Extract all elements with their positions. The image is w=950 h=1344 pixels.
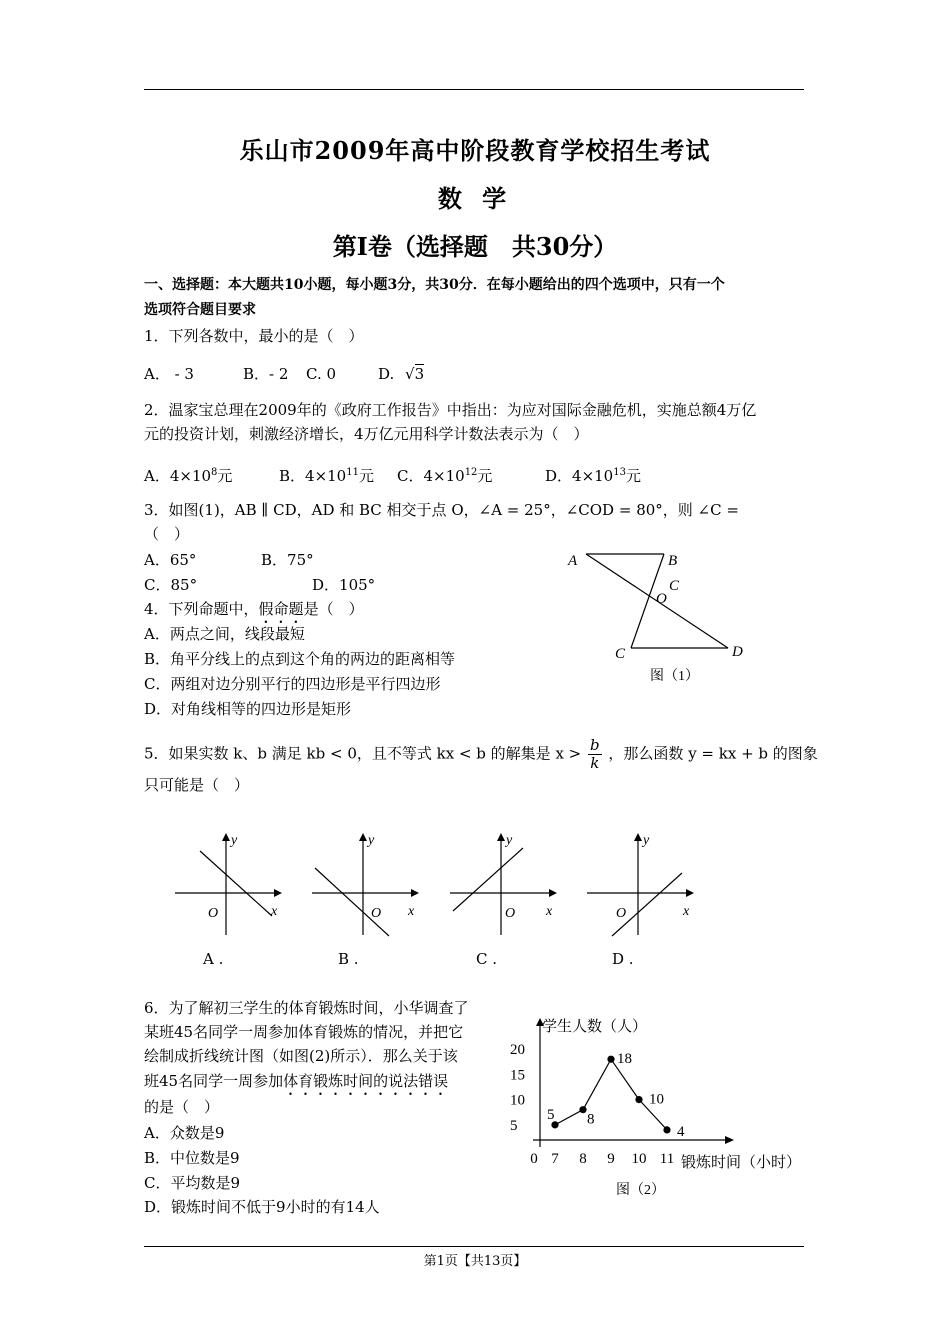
q3-option-c: C．85°: [144, 576, 198, 594]
exam-title: 乐山市2009年高中阶段教育学校招生考试: [239, 136, 711, 165]
q4-option-d: D．对角线相等的四边形是矩形: [144, 700, 352, 718]
y-arrow-icon: [634, 833, 642, 841]
graph-d-line: [612, 873, 682, 936]
subject-title: 数 学: [437, 184, 513, 213]
x-tick-label: 10: [631, 1151, 647, 1167]
y-tick-label: 10: [510, 1092, 525, 1109]
y-arrow-icon: [359, 833, 367, 841]
q4-stem: 4．下列命题中，假命题是（ ）: [144, 600, 364, 618]
point-b-label: B: [668, 553, 678, 569]
data-label: 8: [587, 1111, 595, 1128]
svg-text:O: O: [616, 906, 627, 921]
q1-option-c: C. 0: [306, 365, 337, 383]
graph-a-label: A .: [203, 950, 224, 968]
x-tick-label: 8: [579, 1151, 587, 1167]
q4-option-b: B．角平分线上的点到这个角的两边的距离相等: [144, 650, 456, 668]
svg-text:x: x: [408, 904, 415, 919]
x-arrow-icon: [686, 889, 694, 897]
graph-c-line: [453, 848, 523, 911]
x-axis-arrow-icon: [725, 1136, 734, 1144]
svg-text:O: O: [505, 906, 516, 921]
svg-text:x: x: [546, 904, 553, 919]
graph-c: [445, 828, 565, 940]
bottom-rule: [144, 1246, 804, 1247]
q3-option-b: B．75°: [261, 551, 314, 569]
svg-text:x: x: [271, 904, 278, 919]
x-tick-label: 9: [607, 1151, 615, 1167]
q6-option-b: B．中位数是9: [144, 1149, 240, 1167]
figure-2-line-chart: [500, 1010, 815, 1205]
y-arrow-icon: [497, 833, 505, 841]
data-point: [607, 1056, 614, 1063]
x-tick-label: 11: [659, 1151, 675, 1167]
fraction-b-over-k: $\frac{b}{k}$: [590, 736, 600, 772]
q6-stem-2: 某班45名同学一周参加体育锻炼的情况，并把它: [144, 1023, 464, 1041]
q1-stem: 1．下列各数中，最小的是（ ）: [144, 327, 364, 345]
svg-text:y: y: [506, 833, 513, 848]
q3-stem-cont: （ ）: [144, 525, 190, 543]
q2-option-a: A．$4\times 10^8$元: [144, 467, 233, 485]
point-d-label: D: [732, 644, 743, 660]
svg-text:y: y: [231, 833, 238, 848]
chart-xlabel: 锻炼时间（小时）: [681, 1155, 802, 1171]
q1-radicand: 3: [414, 365, 425, 383]
q6-stem-5: 的是（ ）: [144, 1098, 220, 1116]
svg-text:O: O: [208, 906, 219, 921]
q4-option-c: C．两组对边分别平行的四边形是平行四边形: [144, 675, 441, 693]
q2-option-b: B．$4\times 10^{11}$元: [279, 467, 374, 485]
volume-title: 第Ⅰ卷（选择题 共30分）: [332, 232, 618, 261]
q2-stem: 2．温家宝总理在2009年的《政府工作报告》中指出：为应对国际金融危机，实施总额4万亿: [144, 401, 757, 419]
q4-option-a: A．两点之间，线段最短: [144, 625, 305, 643]
q1-option-d: [378, 364, 424, 384]
q3-option-d: D．105°: [312, 576, 376, 594]
q2-option-c: C．$4\times 10^{12}$元: [397, 467, 493, 485]
y-arrow-icon: [222, 833, 230, 841]
x-tick-label: 0: [530, 1151, 538, 1167]
data-label: 18: [617, 1051, 632, 1068]
y-tick-label: 20: [510, 1042, 525, 1059]
q6-option-c: C．平均数是9: [144, 1174, 241, 1192]
q2-option-d: D．$4\times 10^{13}$元: [545, 467, 641, 485]
q2-stem-cont: 元的投资计划，刺激经济增长，4万亿元用科学计数法表示为（ ）: [144, 425, 589, 443]
graph-c-label: C .: [476, 950, 498, 968]
q6-emphasis: 体育锻炼时间的说法错误: [283, 1072, 449, 1090]
figure-1-caption: 图（1）: [650, 669, 699, 684]
graph-d-label: D .: [612, 950, 634, 968]
point-a-label: A: [568, 553, 578, 569]
q4-emphasis: 假命题: [258, 600, 304, 618]
q6-stem: 6．为了解初三学生的体育锻炼时间，小华调查了: [144, 999, 469, 1017]
x-tick-label: 7: [551, 1151, 559, 1167]
chart-ylabel: 学生人数（人）: [542, 1019, 648, 1035]
svg-text:x: x: [683, 904, 690, 919]
svg-text:O: O: [371, 906, 382, 921]
q3-stem: 3．如图(1)，AB ∥ CD，AD 和 BC 相交于点 O，∠A = 25°，∠COD = 80°，则 ∠C =: [144, 501, 739, 519]
y-tick-label: 15: [510, 1067, 525, 1084]
point-c-label: C: [615, 646, 626, 662]
data-point: [663, 1126, 670, 1133]
q5-stem: 5．如果实数 k、b 满足 kb < 0，且不等式 kx < b 的解集是 x > $\frac{b}{k}$ ，那么函数 y = kx + b 的图象: [144, 736, 818, 772]
data-label: 5: [547, 1106, 555, 1123]
q6-option-d: D．锻炼时间不低于9小时的有14人: [144, 1198, 380, 1216]
graph-b: [307, 828, 427, 940]
section-intro-cont: 选项符合题目要求: [144, 302, 256, 318]
data-point: [635, 1096, 642, 1103]
x-arrow-icon: [274, 889, 282, 897]
top-rule: [144, 89, 804, 90]
figure-1: [560, 545, 760, 695]
section-intro: 一、选择题：本大题共10小题，每小题3分，共30分．在每小题给出的四个选项中，只有一个: [144, 277, 725, 293]
graph-b-label: B .: [338, 950, 359, 968]
point-o-label: O: [656, 591, 667, 607]
q6-stem-4: 班45名同学一周参加体育锻炼时间的说法错误: [144, 1072, 449, 1090]
q1-option-d-label: D.: [378, 365, 395, 383]
data-point: [579, 1106, 586, 1113]
sqrt-icon: √3: [405, 365, 425, 383]
graph-d: [582, 828, 702, 940]
graph-a: [170, 828, 290, 940]
point-c-label-upper: C: [669, 578, 680, 594]
x-arrow-icon: [411, 889, 419, 897]
x-arrow-icon: [549, 889, 557, 897]
data-label: 4: [677, 1123, 685, 1140]
q3-option-a: A．65°: [144, 551, 197, 569]
q6-option-a: A．众数是9: [144, 1124, 225, 1142]
svg-text:y: y: [643, 833, 650, 848]
q5-stem-cont: 只可能是（ ）: [144, 776, 250, 794]
y-tick-label: 5: [510, 1117, 518, 1134]
chart-caption: 图（2）: [616, 1183, 665, 1198]
q1-option-b: B．- 2: [243, 365, 289, 383]
svg-text:y: y: [368, 833, 375, 848]
page-footer: 第1页【共13页】: [423, 1254, 527, 1269]
graph-b-line: [315, 868, 389, 936]
data-label: 10: [649, 1091, 664, 1108]
q6-stem-3: 绘制成折线统计图（如图(2)所示）．那么关于该: [144, 1047, 458, 1065]
q1-option-a: A． - 3: [144, 365, 194, 383]
